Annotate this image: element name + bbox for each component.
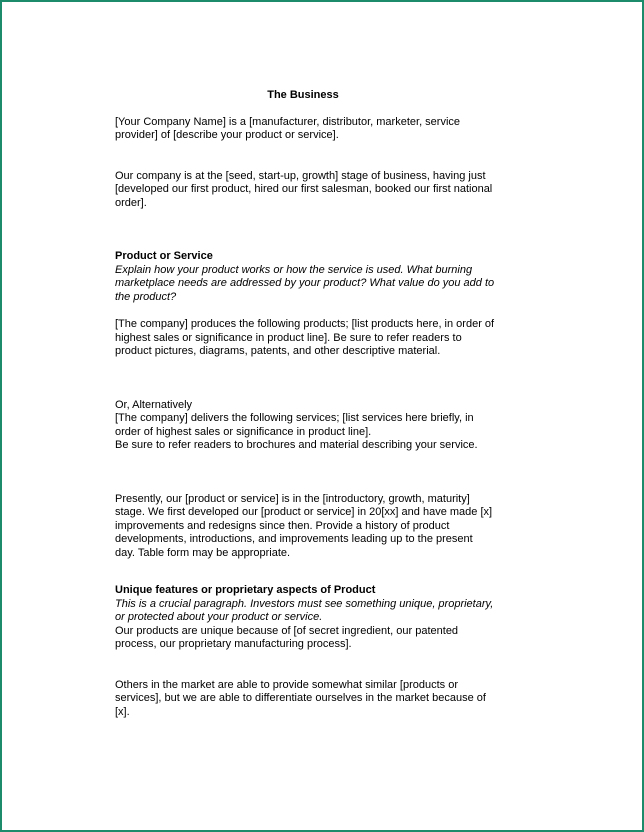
document-title: The Business (267, 89, 339, 101)
intro-paragraph-2: Our company is at the [seed, start-up, growth] stage of business, having just [developed our first product, hired our first salesman, booked our first national order]. (115, 169, 493, 209)
services-paragraph: [The company] delivers the following services; [list services here briefly, in order of highest sales or significance in product line]. (115, 412, 474, 438)
unique-heading: Unique features or proprietary aspects of Product (115, 584, 376, 596)
unique-paragraph: Our products are unique because of [of secret ingredient, our patented process, our proprietary manufacturing process]. (115, 624, 459, 650)
product-heading: Product or Service (115, 250, 213, 262)
competitors-paragraph: Others in the market are able to provide somewhat similar [products or services], but we are able to differentiate ourselves in the market because of [x]. (115, 678, 486, 718)
product-paragraph: [The company] produces the following products; [list products here, in order of highest sales or significance in product line]. Be sure to refer readers to product pictures, diagrams, patents, and other descriptive material. (115, 318, 495, 357)
unique-instructions: This is a crucial paragraph. Investors must see something unique, proprietary, or protected about your product or service. (115, 597, 494, 623)
stage-paragraph: Presently, our [product or service] is in the [introductory, growth, maturity] stage. We first developed our [product or service] in 20[xx] and have made [x] improvements and redesigns since then. Provide a history of product developments, introductions, and improvements leading up to the present day. Table form may be appropriate. (115, 492, 493, 559)
alternative-label: Or, Alternatively (115, 398, 193, 411)
document-body (115, 89, 495, 719)
product-instructions: Explain how your product works or how the service is used. What burning marketplace needs are addressed by your product? What value do you add to the product? (115, 263, 495, 303)
services-note: Be sure to refer readers to brochures and material describing your service. (115, 439, 478, 451)
intro-paragraph-1: [Your Company Name] is a [manufacturer, distributor, marketer, service provider] of [describe your product or service]. (115, 115, 461, 141)
